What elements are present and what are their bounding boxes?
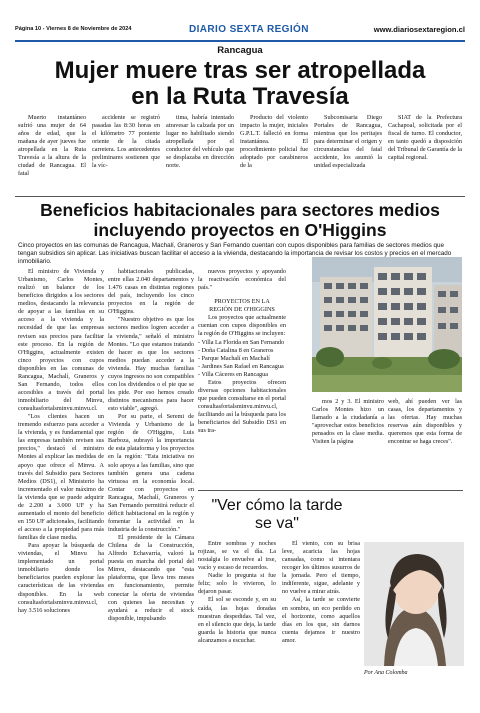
page-header: [15, 24, 465, 40]
story1-col-5: Subcomisaria Diego Portales de Rancagua, mientras que los peritajes para determinar el origen y circunstancias del fatal accidente, los asumió la unidad especializada: [314, 114, 382, 170]
website-link[interactable]: www.diariosextaregion.cl: [373, 25, 465, 34]
list-item: - Parque Machalí en Machalí: [198, 354, 270, 362]
story1-col-4: Producto del violento impacto la mujer, iniciales G.P.L.T. falleció en forma instantánea. El procedimiento policial fue adoptado por carabineros de la: [240, 114, 308, 170]
story1-kicker: Rancagua: [217, 45, 263, 56]
opinion-title: "Ver cómo la tarde se va": [211, 497, 343, 532]
story1-col-1: Muerto instantáneo sufrió una mujer de 64 años de edad, que la mañana de ayer jueves fue atropellada en la Ruta Travesía a la altura de la ciudad de Rancagua. El fatal: [18, 114, 86, 178]
projects-list: [198, 339, 286, 379]
story1-headline-2: en la Ruta Travesía: [131, 83, 349, 110]
opinion-divider: [198, 490, 463, 491]
story1-headline-1: Mujer muere tras ser atropellada: [54, 57, 426, 84]
opinion-col-1: Entre sombras y noches rojizas, se va el día. La nostalgia lo envuelve al irse, vacío y escaso de recuerdos. Nadie lo pregunta si fue feliz; solo lo vivieron, lo dejaron pasar. El sol se esconde y, en su caída, las hojas doradas muestran despedidas. Tal vez, en el silencio que deja, la tarde guarda la historia que nunca alcanzamos a escuchar.: [198, 540, 276, 644]
projects-box-title: PROYECTOS EN LA REGIÓN DE O'HIGGINS: [209, 298, 275, 314]
list-item: - Jardines San Rafael en Rancagua: [198, 362, 284, 370]
story2-headline-1: Beneficios habitacionales para sectores medios: [40, 200, 440, 220]
opinion-col-2: El viento, con su brisa leve, acaricia las hojas cansadas, como si intentara recoger los últimos susurros de la jornada. Pero el tiempo, indiferente, sigue, adelante y no vuelve a mirar atrás. Así, la tarde se convierte en sombra, un eco perdido en el horizonte, como aquellos días en los que, sin darnos cuenta dejamos ir nuestro amor.: [282, 540, 360, 644]
list-item: - Villa Cáceres en Rancagua: [198, 370, 268, 378]
header-rule: [15, 40, 465, 42]
newspaper-name: DIARIO SEXTA REGIÓN: [189, 24, 309, 35]
story2-headline-2: incluyendo proyectos en O'Higgins: [93, 220, 387, 240]
author-byline: Por Ana Colomba: [364, 670, 408, 676]
section-divider: [15, 196, 465, 197]
author-portrait: [364, 542, 464, 666]
story2-col-5: web, ahí pueden ver las casas, los departamentos y las ofertas. Hay muchas reservas aún disponibles y queremos que esta forma de encontrar se haga creces".: [388, 398, 462, 446]
story1-col-2: accidente se registró pasadas las 8:30 horas en el kilómetro 77 poniente oriente de la citada carretera. Los antecedentes preliminares sostienen que la víc-: [92, 114, 160, 170]
story2-col-1: El ministro de Vivienda y Urbanismo, Carlos Montes, realizó un balance de los beneficios dirigidos a los sectores medios, destacando la relevancia de apoyar a las familias en su acceso a la vivienda y la necesidad de que las empresas revisen sus precios para facilitar este proceso. En la región de O'Higgins, actualmente existen cinco proyectos con cupos disponibles en las comunas de Rancagua, Machalí, Graneros y San Fernando, todos ellos accesibles a través del portal inmobiliario del Minvu, consultasfortalsminvu.minvu.cl. "Los clientes hacen un tremendo esfuerzo para acceder a la vivienda, y es fundamental que las empresas también revisen sus precios," destacó el ministro Montes al explicar las medidas de apoyo que ofrece el Minvu. A través del Subsidio para Sectores Medios (DS1), el Ministerio ha incrementado el valor máximo de la vivienda que se puede adquirir de 2.200 a 3.000 UF y ha aumentado el monto del beneficio en 150 UF adicionales, facilitando el acceso a la propiedad para más familias de clase media. Para apoyar la búsqueda de viviendas, el Minvu ha implementado un portal inmobiliario donde los beneficiarios pueden explorar las características de las viviendas disponibles. En la web consultasfortalsminvu.minvu.cl, hay 3.516 soluciones: [18, 268, 104, 614]
story2-col-3: nuevos proyectos y apoyando la reactivación económica del país." PROYECTOS EN LA REGIÓN DE O'HIGGINS Los proyectos que actualmente cuentan con cupos disponibles en la región de O'Higgins se incluyen: - Villa La Florida en San Fernando - Doña Catalina 8 en Graneros - Parque Machalí en Machalí - Jardines San Rafael en Rancagua - Villa Cáceres en Rancagua Estos proyectos ofrecen diversas opciones habitacionales que pueden consultarse en el portal consultasfortalsminvu.minvu.cl, facilitando así la búsqueda para los beneficiarios del Subsidio DS1 en sus tra-: [198, 268, 286, 435]
story2-col-2: habitacionales publicadas, entre ellas 2.040 departamentos y 1.476 casas en distintas regiones del país, incluyendo los cinco proyectos en la región de O'Higgins. "Nuestro objetivo es que los sectores medios logren acceder a la vivienda," señaló el ministro Montes. "Lo que estamos tratando de hacer es que los sectores medios puedan acceder a la vivienda. Hay muchas familias cuyos ingresos no son compatibles con los dividendos o el pie que se les pide. Por eso hemos creado distintos mecanismos para hacer esto viable", agregó. Por su parte, el Seremi de Vivienda y Urbanismo de la región de O'Higgins, Luis Barboza, subrayó la importancia de esta plataforma y los proyectos en la región: "Esta iniciativa no solo apoya a las familias, sino que también genera una cadena virtuosa en la economía local. Contar con proyectos en Rancagua, Machalí, Graneros y San Fernando permitirá reducir el déficit habitacional en la región y fomentar la actividad en la industria de la construcción." El presidente de la Cámara Chilena de la Construcción, Alfredo Echavarría, valoró la puesta en marcha del portal del Minvu, destacando que "esta plataforma, que lleva tres meses en funcionamiento, permite conectar la oferta de viviendas con quienes las necesitan y ayudará a reducir el stock disponible, impulsando: [108, 268, 194, 622]
story1-col-3: tima, habría intentado atravesar la calzada por un lugar no habilitado siendo atropellada por el conductor del vehículo que se desplazaba en dirección norte.: [166, 114, 234, 170]
story1-col-6: SIAT de la Prefectura Cachapoal, solicitada por el fiscal de turno. El conductor, en tanto quedó a disposición del Tribunal de Garantía de la capital regional.: [388, 114, 462, 162]
page-info: Página 10 - Viernes 8 de Noviembre de 2024: [15, 26, 132, 32]
story2-lead: Cinco proyectos en las comunas de Rancagua, Machalí, Graneros y San Fernando cuentan con cupos disponibles para familias de sectores medios que tengan subsidios sin aplicar. Las iniciativas buscan facilitar el acceso a la vivienda, destacando la importancia de revisar los costos y precios en el mercado inmobiliario.: [18, 242, 452, 266]
story2-col-4: mos 2 y 3. El ministro Carlos Montes hizo un llamado a la ciudadanía a "aprovechar estos beneficios pensados en la clase media. Visiten la página: [312, 398, 384, 446]
list-item: - Doña Catalina 8 en Graneros: [198, 346, 274, 354]
housing-photo: [312, 257, 462, 392]
list-item: - Villa La Florida en San Fernando: [198, 338, 285, 346]
